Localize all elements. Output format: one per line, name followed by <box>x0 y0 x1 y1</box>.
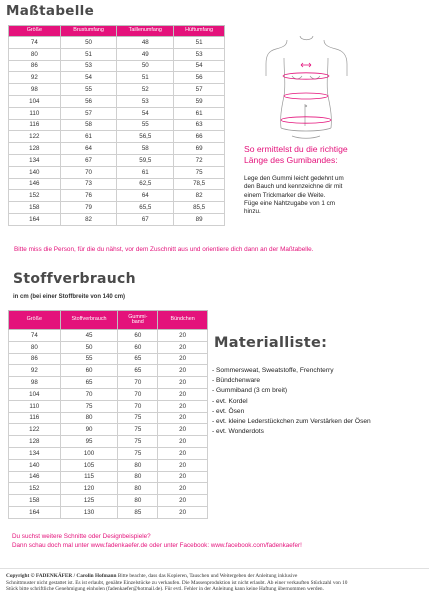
table-cell: 80 <box>118 483 158 495</box>
table-cell: 146 <box>9 471 61 483</box>
table-row <box>9 471 208 483</box>
table-cell: 20 <box>158 377 208 389</box>
table-cell: 76 <box>60 190 117 202</box>
gummi-text-line: einem Trickmarker die Weite. <box>244 191 326 199</box>
table-cell: 116 <box>9 119 61 131</box>
table-cell: 50 <box>117 60 174 72</box>
table-cell: 20 <box>158 483 208 495</box>
table-cell: 20 <box>158 495 208 507</box>
table-cell: 104 <box>9 95 61 107</box>
table-cell: 74 <box>9 37 61 49</box>
table-cell: 122 <box>9 424 61 436</box>
table-cell: 61 <box>117 166 174 178</box>
table-row <box>9 424 208 436</box>
table-cell: 116 <box>9 412 61 424</box>
material-item: - Gummiband (3 cm breit) <box>212 387 288 395</box>
material-item: - Bündchenware <box>212 377 261 385</box>
table-header-cell: Hüftumfang <box>174 26 225 37</box>
gummi-heading-line1: So ermittelst du die richtige <box>244 144 348 154</box>
table-cell: 52 <box>117 84 174 96</box>
table-row <box>9 459 208 471</box>
table-cell: 56,5 <box>117 131 174 143</box>
table-cell: 128 <box>9 436 61 448</box>
table-row <box>9 95 225 107</box>
table-row <box>9 60 225 72</box>
footer-line2: Schnittmuster nicht gestattet ist. Es ist erlaubt, genähte Einzelstücke zu verkaufen. Die Massenproduktion ist nicht erlaubt. Ab einer verkauften Stückzahl von 10 <box>6 579 348 586</box>
table-row <box>9 506 208 518</box>
table-cell: 55 <box>117 119 174 131</box>
gummi-text-line: hinzu. <box>244 208 261 216</box>
table-row <box>9 388 208 400</box>
table-cell: 79 <box>60 202 117 214</box>
material-item: - Sommersweat, Sweatstoffe, Frenchterry <box>212 367 334 374</box>
table-row <box>9 72 225 84</box>
table-cell: 48 <box>117 37 174 49</box>
table-cell: 60 <box>118 341 158 353</box>
footer-line1-text: Bitte beachte, dass das Kopieren, Tauschen und Weitergeben der Anleitung inklusive <box>116 573 298 579</box>
table-cell: 20 <box>158 353 208 365</box>
table-cell: 63 <box>174 119 225 131</box>
table-row <box>9 495 208 507</box>
table-row <box>9 131 225 143</box>
table-cell: 61 <box>174 107 225 119</box>
table-row <box>9 436 208 448</box>
table-cell: 54 <box>174 60 225 72</box>
table-row <box>9 365 208 377</box>
table-cell: 50 <box>60 341 118 353</box>
table-cell: 65 <box>60 377 118 389</box>
table-cell: 80 <box>118 471 158 483</box>
table-cell: 158 <box>9 495 61 507</box>
table-cell: 70 <box>60 388 118 400</box>
table-cell: 92 <box>9 365 61 377</box>
table-row <box>9 190 225 202</box>
measure-hint: Bitte miss die Person, für die du nähst, vor dem Zuschnitt aus und orientiere dich dann an der Maßtabelle. <box>14 246 314 253</box>
stoffverbrauch-table-wrap <box>8 310 208 519</box>
table-cell: 75 <box>118 447 158 459</box>
footer-line1 <box>6 573 424 580</box>
table-cell: 80 <box>60 412 118 424</box>
torso-measurement-figure-icon <box>262 36 352 140</box>
material-item: - evt. Wonderdots <box>212 428 264 436</box>
table-cell: 20 <box>158 365 208 377</box>
table-cell: 70 <box>118 388 158 400</box>
table-cell: 69 <box>174 143 225 155</box>
table-header-cell: Bündchen <box>158 311 208 330</box>
table-cell: 110 <box>9 107 61 119</box>
table-header-cell: Größe <box>9 311 61 330</box>
table-cell: 57 <box>60 107 117 119</box>
promo-line2: Dann schau doch mal unter www.fadenkaefer.de oder unter Facebook: www.facebook.com/fadenkaefer! <box>12 541 302 549</box>
stoffverbrauch-table <box>8 310 208 519</box>
promo-line1: Du suchst weitere Schnitte oder Designbeispiele? <box>12 533 151 540</box>
table-cell: 75 <box>118 412 158 424</box>
table-cell: 74 <box>9 330 61 342</box>
materialliste-title: Materialliste: <box>214 335 328 351</box>
table-cell: 20 <box>158 400 208 412</box>
table-cell: 92 <box>9 72 61 84</box>
table-cell: 75 <box>60 400 118 412</box>
table-cell: 20 <box>158 447 208 459</box>
stoffverbrauch-subtitle: in cm (bei einer Stoffbreite von 140 cm) <box>13 294 126 300</box>
table-cell: 105 <box>60 459 118 471</box>
materialliste-list <box>212 366 424 438</box>
table-cell: 51 <box>60 48 117 60</box>
table-cell: 20 <box>158 330 208 342</box>
table-row <box>9 166 225 178</box>
footer-divider <box>0 568 429 569</box>
table-row <box>9 447 208 459</box>
table-cell: 55 <box>60 353 118 365</box>
table-cell: 20 <box>158 459 208 471</box>
table-cell: 20 <box>158 341 208 353</box>
masstabelle-body <box>9 37 225 226</box>
table-cell: 54 <box>117 107 174 119</box>
table-cell: 65,5 <box>117 202 174 214</box>
table-cell: 60 <box>60 365 118 377</box>
table-cell: 85,5 <box>174 202 225 214</box>
table-cell: 152 <box>9 190 61 202</box>
gummi-instructions <box>244 175 424 216</box>
masstabelle-table <box>8 25 225 226</box>
footer-copyright <box>6 573 424 593</box>
table-cell: 45 <box>60 330 118 342</box>
table-cell: 53 <box>117 95 174 107</box>
table-row <box>9 202 225 214</box>
table-cell: 50 <box>60 37 117 49</box>
table-cell: 82 <box>60 213 117 225</box>
table-cell: 61 <box>60 131 117 143</box>
gummi-text-line: Füge eine Nahtzugabe von 1 cm <box>244 199 336 207</box>
table-cell: 51 <box>174 37 225 49</box>
table-header-cell: Gummi- band <box>118 311 158 330</box>
table-cell: 58 <box>117 143 174 155</box>
stoffverbrauch-title: Stoffverbrauch <box>13 271 136 287</box>
table-row <box>9 154 225 166</box>
table-cell: 86 <box>9 353 61 365</box>
table-header-cell: Taillenumfang <box>117 26 174 37</box>
table-cell: 64 <box>117 190 174 202</box>
table-row <box>9 377 208 389</box>
table-cell: 100 <box>60 447 118 459</box>
table-header-cell: Stoffverbrauch <box>60 311 118 330</box>
table-cell: 20 <box>158 388 208 400</box>
table-cell: 56 <box>174 72 225 84</box>
table-cell: 120 <box>60 483 118 495</box>
table-cell: 62,5 <box>117 178 174 190</box>
table-row <box>9 483 208 495</box>
table-row <box>9 178 225 190</box>
table-cell: 164 <box>9 213 61 225</box>
table-cell: 125 <box>60 495 118 507</box>
table-cell: 110 <box>9 400 61 412</box>
table-cell: 20 <box>158 412 208 424</box>
table-cell: 80 <box>118 459 158 471</box>
table-header-cell: Größe <box>9 26 61 37</box>
table-row <box>9 84 225 96</box>
table-cell: 80 <box>9 48 61 60</box>
table-cell: 98 <box>9 84 61 96</box>
table-cell: 82 <box>174 190 225 202</box>
table-row <box>9 37 225 49</box>
table-cell: 73 <box>60 178 117 190</box>
table-cell: 115 <box>60 471 118 483</box>
table-cell: 152 <box>9 483 61 495</box>
table-row <box>9 412 208 424</box>
table-cell: 140 <box>9 166 61 178</box>
table-cell: 164 <box>9 506 61 518</box>
gummi-heading-line2: Länge des Gumibandes: <box>244 155 338 166</box>
table-cell: 53 <box>60 60 117 72</box>
table-cell: 60 <box>118 330 158 342</box>
table-row <box>9 107 225 119</box>
table-cell: 95 <box>60 436 118 448</box>
table-cell: 122 <box>9 131 61 143</box>
table-cell: 66 <box>174 131 225 143</box>
table-cell: 64 <box>60 143 117 155</box>
table-cell: 57 <box>174 84 225 96</box>
table-cell: 59 <box>174 95 225 107</box>
table-cell: 65 <box>118 365 158 377</box>
table-cell: 85 <box>118 506 158 518</box>
table-cell: 20 <box>158 471 208 483</box>
table-cell: 78,5 <box>174 178 225 190</box>
masstabelle-title: Maßtabelle <box>6 3 95 19</box>
table-cell: 54 <box>60 72 117 84</box>
table-row <box>9 353 208 365</box>
gummi-heading <box>244 144 348 166</box>
material-item: - evt. kleine Lederstückchen zum Verstärken der Ösen <box>212 418 371 426</box>
table-cell: 89 <box>174 213 225 225</box>
table-cell: 134 <box>9 154 61 166</box>
footer-copyright-label: Copyright © FADENKÄFER / Carolin Hofmann <box>6 573 117 579</box>
table-cell: 53 <box>174 48 225 60</box>
table-cell: 75 <box>118 436 158 448</box>
table-cell: 20 <box>158 506 208 518</box>
table-row <box>9 341 208 353</box>
table-cell: 56 <box>60 95 117 107</box>
table-cell: 140 <box>9 459 61 471</box>
table-cell: 59,5 <box>117 154 174 166</box>
table-cell: 75 <box>174 166 225 178</box>
table-cell: 67 <box>60 154 117 166</box>
table-cell: 72 <box>174 154 225 166</box>
table-cell: 49 <box>117 48 174 60</box>
torso-figure-svg <box>262 36 352 140</box>
table-cell: 51 <box>117 72 174 84</box>
promo-text <box>12 533 302 551</box>
table-cell: 128 <box>9 143 61 155</box>
masstabelle-table-wrap <box>8 25 225 226</box>
table-cell: 80 <box>9 341 61 353</box>
table-cell: 55 <box>60 84 117 96</box>
table-cell: 130 <box>60 506 118 518</box>
gummi-text-line: Lege den Gummi leicht gedehnt um <box>244 175 344 182</box>
table-cell: 158 <box>9 202 61 214</box>
stoffverbrauch-header-row <box>9 311 208 330</box>
footer-line3: Stück bitte schriftliche Genehmigung einholen (fadenkaefer@hotmail.de). Für evtl. Fehler in der Anleitung kann keine Haftung übernommen werden. <box>6 586 324 593</box>
table-cell: 90 <box>60 424 118 436</box>
table-cell: 146 <box>9 178 61 190</box>
table-row <box>9 400 208 412</box>
table-row <box>9 143 225 155</box>
table-cell: 70 <box>60 166 117 178</box>
table-cell: 58 <box>60 119 117 131</box>
table-cell: 75 <box>118 424 158 436</box>
table-row <box>9 119 225 131</box>
table-header-cell: Brustumfang <box>60 26 117 37</box>
table-cell: 70 <box>118 377 158 389</box>
masstabelle-header-row <box>9 26 225 37</box>
gummi-text-line: den Bauch und kennzeichne dir mit <box>244 183 343 191</box>
table-cell: 20 <box>158 436 208 448</box>
table-cell: 104 <box>9 388 61 400</box>
table-cell: 80 <box>118 495 158 507</box>
material-item: - evt. Ösen <box>212 407 245 415</box>
table-row <box>9 330 208 342</box>
table-row <box>9 48 225 60</box>
table-cell: 70 <box>118 400 158 412</box>
stoffverbrauch-body <box>9 330 208 519</box>
material-item: - evt. Kordel <box>212 397 248 405</box>
table-cell: 98 <box>9 377 61 389</box>
table-cell: 67 <box>117 213 174 225</box>
table-cell: 86 <box>9 60 61 72</box>
table-cell: 134 <box>9 447 61 459</box>
table-cell: 65 <box>118 353 158 365</box>
table-row <box>9 213 225 225</box>
table-cell: 20 <box>158 424 208 436</box>
